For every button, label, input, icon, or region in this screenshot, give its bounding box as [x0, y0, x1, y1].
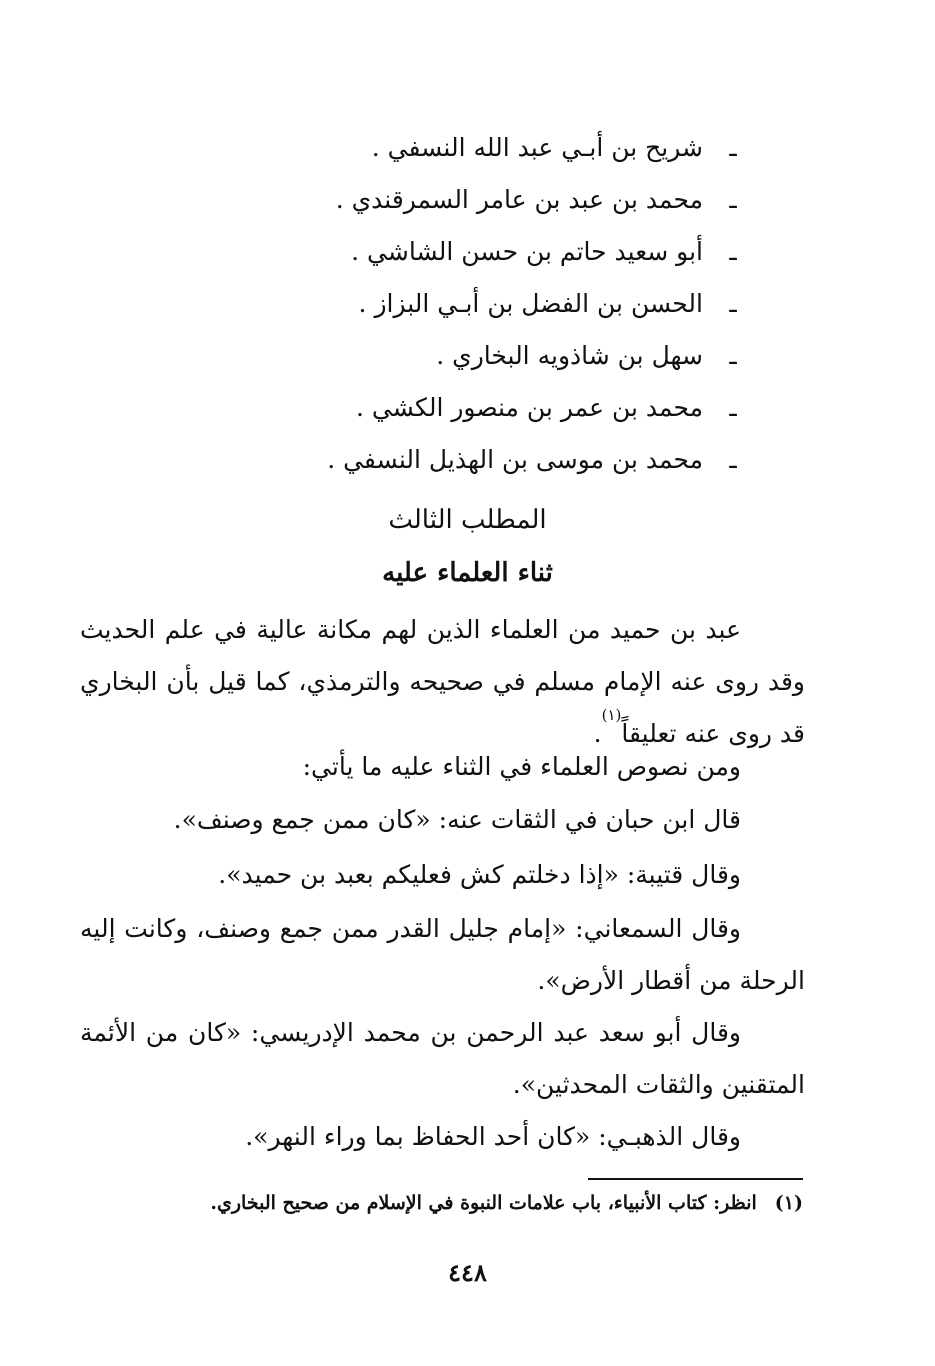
list-item-text: سهل بن شاذويه البخاري .: [436, 341, 703, 370]
list-item-text: أبو سعيد حاتم بن حسن الشاشي .: [351, 237, 703, 266]
list-item: [187, 382, 747, 434]
section-title: ثناء العلماء عليه: [382, 558, 553, 588]
paragraph: وقال قتيبة: «إذا دخلتم كش فعليكم بعبد بن حميد».: [218, 860, 741, 889]
paragraph-intro: [80, 604, 805, 760]
list-dash: ـ: [729, 393, 737, 422]
paragraph: وقال السمعاني: «إمام جليل القدر ممن جمع وصنف، وكانت إليه الرحلة من أقطار الأرض».: [80, 914, 805, 995]
footnote-divider: [588, 1178, 803, 1180]
list-item: [187, 174, 747, 226]
list-item-text: الحسن بن الفضل بن أبـي البزاز .: [358, 289, 703, 318]
list-dash: ـ: [729, 133, 737, 162]
list-item-text: شريح بن أبـي عبد الله النسفي .: [371, 133, 703, 162]
list-item: [187, 330, 747, 382]
list-item: [187, 226, 747, 278]
footnote-text: انظر: كتاب الأنبياء، باب علامات النبوة في الإسلام من صحيح البخاري.: [210, 1192, 757, 1214]
paragraph: وقال الذهبـي: «كان أحد الحفاظ بما وراء النهر».: [245, 1122, 741, 1151]
footnote: [103, 1192, 803, 1214]
footnote-ref: (١): [601, 706, 622, 724]
paragraph: وقال أبو سعد عبد الرحمن بن محمد الإدريسي: «كان من الأئمة المتقنين والثقات المحدثين».: [80, 1018, 805, 1099]
narrators-list: [187, 122, 747, 486]
list-item: [187, 122, 747, 174]
paragraph: ومن نصوص العلماء في الثناء عليه ما يأتي:: [302, 752, 741, 781]
list-dash: ـ: [729, 185, 737, 214]
paragraph-text: عبد بن حميد من العلماء الذين لهم مكانة عالية في علم الحديث وقد روى عنه الإمام مسلم في صحيحه والترمذي، كما قيل بأن البخاري قد روى عنه تعليقاً: [80, 615, 805, 748]
paragraph: قال ابن حبان في الثقات عنه: «كان ممن جمع وصنف».: [173, 805, 741, 834]
list-item: [187, 434, 747, 486]
list-dash: ـ: [729, 445, 737, 474]
list-dash: ـ: [729, 341, 737, 370]
footnote-number: (١): [774, 1192, 803, 1214]
list-dash: ـ: [729, 289, 737, 318]
list-dash: ـ: [729, 237, 737, 266]
paragraph-end: .: [593, 719, 602, 748]
section-heading: المطلب الثالث: [388, 505, 547, 535]
list-item-text: محمد بن عمر بن منصور الكشي .: [356, 393, 703, 422]
page-number: ٤٤٨: [448, 1258, 487, 1287]
list-item-text: محمد بن موسى بن الهذيل النسفي .: [327, 445, 703, 474]
list-item-text: محمد بن عبد بن عامر السمرقندي .: [335, 185, 703, 214]
list-item: [187, 278, 747, 330]
